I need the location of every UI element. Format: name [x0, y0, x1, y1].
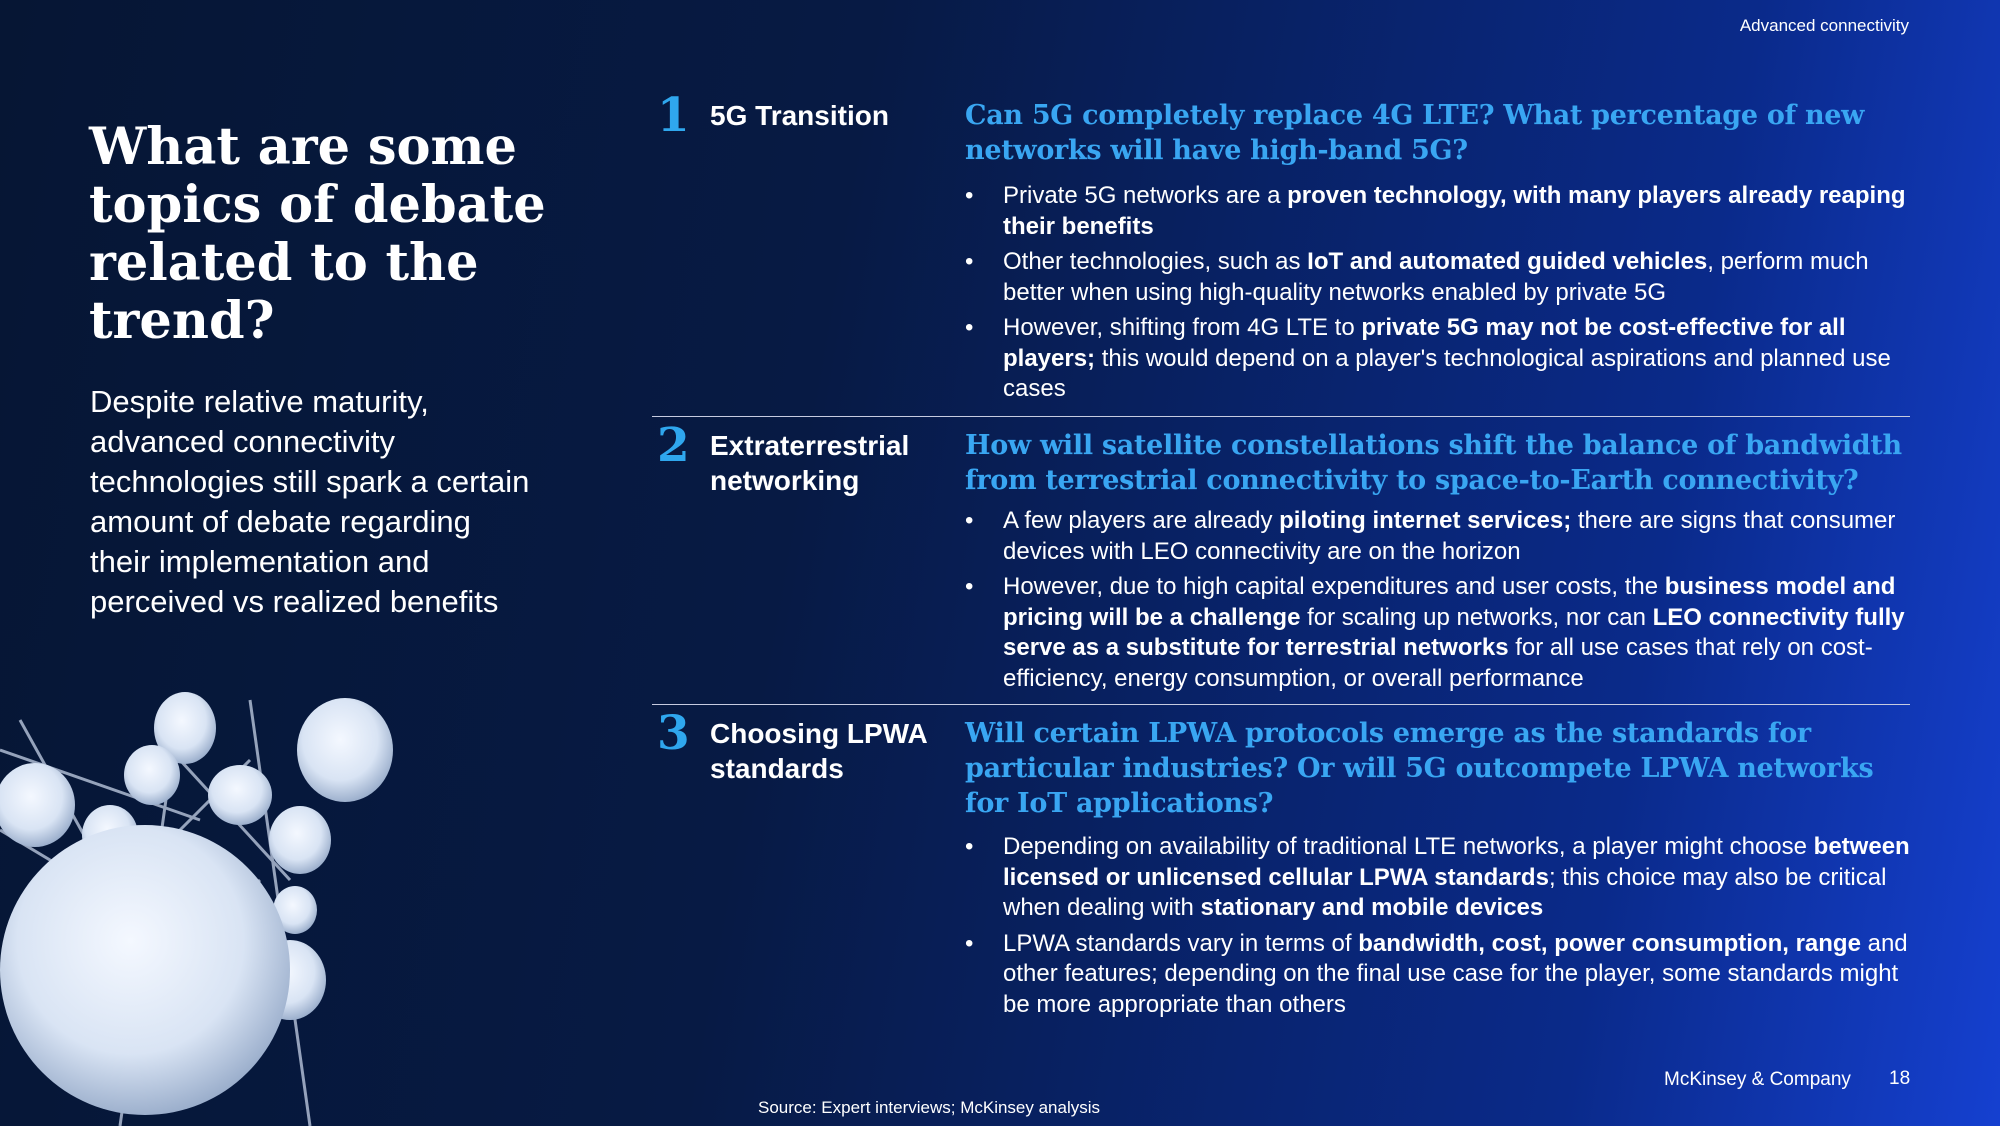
- page-description: Despite relative maturity, advanced connectivity technologies still spark a certain amount of debate regarding their implementation and perceived vs realized benefits: [90, 384, 530, 619]
- bullet-item: • However, due to high capital expenditures and user costs, the business model and pricing will be a challenge for scaling up networks, nor can LEO connectivity fully serve as a substitute for terrestrial networks for all use cases that rely on cost-efficiency, energy consumption, or overall performance: [965, 572, 1910, 694]
- topic-question: Can 5G completely replace 4G LTE? What percentage of new networks will have high-band 5G?: [965, 100, 1865, 166]
- divider: [652, 416, 1910, 417]
- topic-question: How will satellite constellations shift the balance of bandwidth from terrestrial connectivity to space-to-Earth connectivity?: [965, 430, 1902, 496]
- bullet-item: • Other technologies, such as IoT and automated guided vehicles, perform much better when using high-quality networks enabled by private 5G: [965, 247, 1910, 308]
- topic-label: 5G Transition: [710, 100, 889, 131]
- source-note: Source: Expert interviews; McKinsey analysis: [758, 1098, 1101, 1117]
- topic-bullet-list: [965, 181, 1910, 410]
- topic-bullet-list: [965, 832, 1910, 1025]
- topic-label: Extraterrestrial networking: [710, 430, 910, 496]
- topic-bullet-list: [965, 506, 1910, 699]
- topic-number: 1: [657, 88, 690, 143]
- page-title: What are some topics of debate related to the trend?: [89, 117, 546, 351]
- bullet-item: • Private 5G networks are a proven technology, with many players already reaping their benefits: [965, 181, 1910, 242]
- telecom-tower-antennas-icon: [0, 660, 420, 1126]
- bullet-item: • A few players are already piloting internet services; there are signs that consumer devices with LEO connectivity are on the horizon: [965, 506, 1910, 567]
- section-tag: Advanced connectivity: [1739, 16, 1909, 35]
- topic-question: Will certain LPWA protocols emerge as the standards for particular industries? Or will 5G outcompete LPWA networks for IoT applications?: [965, 718, 1874, 819]
- topic-number: 3: [657, 706, 690, 761]
- bullet-item: • However, shifting from 4G LTE to private 5G may not be cost-effective for all players; this would depend on a player's technological aspirations and planned use cases: [965, 313, 1910, 405]
- company-logo-text: McKinsey & Company: [1664, 1069, 1851, 1090]
- topic-number: 2: [657, 418, 690, 473]
- page-number: 18: [1889, 1068, 1911, 1089]
- divider: [652, 704, 1910, 705]
- topic-label: Choosing LPWA standards: [710, 718, 928, 784]
- bullet-item: • Depending on availability of traditional LTE networks, a player might choose between licensed or unlicensed cellular LPWA standards; this choice may also be critical when dealing with stationary and mobile devices: [965, 832, 1910, 924]
- bullet-item: • LPWA standards vary in terms of bandwidth, cost, power consumption, range and other features; depending on the final use case for the player, some standards might be more appropriate than others: [965, 929, 1910, 1021]
